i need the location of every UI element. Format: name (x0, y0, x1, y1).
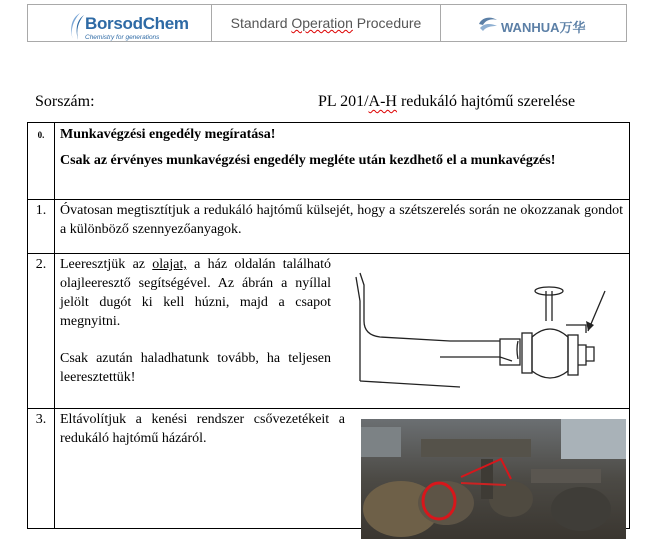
oil-drain-diagram (350, 261, 610, 389)
wanhua-logo (477, 14, 586, 39)
step-number: 0. (28, 123, 55, 200)
step-0-heading: Munkavégzési engedély megíratása! (60, 127, 276, 142)
step-2-note: Csak azután haladhatunk tovább, ha teljesen leeresztettük! (60, 351, 331, 385)
step-row-0 (28, 123, 630, 200)
procedure-steps-table (27, 122, 630, 529)
step-number: 3. (28, 409, 55, 529)
step-number: 1. (28, 200, 55, 254)
step-row-2 (28, 254, 630, 409)
step-row-1 (28, 200, 630, 254)
borsodchem-swoosh-icon (66, 12, 86, 42)
sorszam-label: Sorszám: (35, 93, 95, 110)
header-logo-cell (28, 5, 212, 41)
step-content (55, 123, 630, 200)
step-3-text: Eltávolítjuk a kenési rendszer csővezetékeit a redukáló hajtómű házáról. (60, 412, 345, 446)
step-row-3 (28, 409, 630, 529)
step-number: 2. (28, 254, 55, 409)
step-2-text: Leeresztjük az olajat, a ház oldalán található olajleeresztő segítségével. Az ábrán a nyíllal jelölt dugót ki kell húzni, majd a csapot megnyitni. (60, 257, 331, 329)
wanhua-name: WANHUA万华 (501, 20, 586, 35)
document-header (27, 4, 627, 42)
step-content (55, 254, 630, 409)
wanhua-emblem-icon (477, 14, 499, 34)
step-1-text: Óvatosan megtisztítjuk a redukáló hajtómű külsejét, hogy a szétszerelés során ne okozzanak gondot a különböző szennyezőanyagok. (55, 200, 630, 254)
step-0-warning: Csak az érvényes munkavégzési engedély megléte után kezdhető el a munkavégzés! (60, 153, 556, 168)
step-content (55, 409, 630, 529)
gearbox-photo (361, 419, 626, 539)
borsodchem-logo (66, 12, 189, 47)
borsodchem-name: BorsodChem (85, 14, 189, 33)
header-title: Standard Operation Procedure (230, 15, 422, 31)
header-wanhua-cell (441, 5, 626, 41)
document-title: PL 201/A-H redukáló hajtómű szerelése (318, 93, 576, 110)
borsodchem-tagline: Chemistry for generations (85, 34, 160, 41)
header-title-cell (212, 5, 441, 41)
